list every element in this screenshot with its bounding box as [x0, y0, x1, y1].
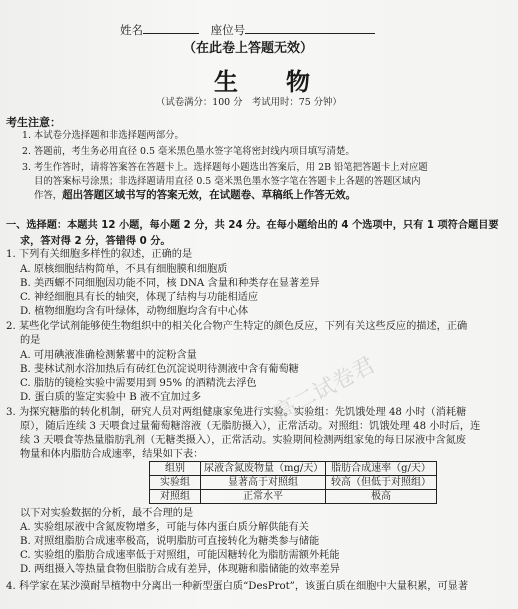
name-field — [120, 22, 375, 37]
name-blank — [143, 22, 199, 34]
q3-question: 以下对实验数据的分析，最不合理的是 — [20, 508, 194, 519]
instruction-2: 2. 答题前，考生务必用直径 0.5 毫米黑色墨水签字笔将密封线内项目填写清楚。 — [22, 146, 355, 157]
table-cell: 正常水平 — [201, 490, 326, 504]
seat-blank — [245, 22, 375, 34]
q1-option-b: B. 美西螈不同细胞因功能不同，核 DNA 含量和种类存在显著差异 — [20, 278, 320, 289]
q2-option-b: B. 斐林试剂水浴加热后有砖红色沉淀说明待测液中含有葡萄糖 — [20, 364, 299, 375]
instruction-3-prefix: 作答， — [34, 190, 63, 201]
table-header-cell: 脂肪合成速率（g/天） — [326, 462, 437, 476]
instruction-warning: 超出答题区域书写的答案无效，在试题卷、草稿纸上作答无效。 — [62, 189, 357, 201]
q2-option-d: D. 蛋白质的鉴定实验中 B 液不宜加过多 — [20, 392, 202, 403]
watermark: 高二试卷君 — [270, 352, 380, 427]
subject-title: 生 物 — [214, 68, 310, 96]
q3-option-b: B. 对照组脂肪合成速率极高，说明脂肪可直接转化为糖类参与储能 — [20, 536, 320, 547]
q4-stem: 4. 科学家在某沙漠耐旱植物中分离出一种新型蛋白质“DesProt”，该蛋白质在细胞中大量积累，可显著 — [6, 581, 469, 592]
table-cell: 显著高于对照组 — [201, 476, 326, 490]
instruction-3: 3. 考生作答时，请将答案答在答题卡上。选择题每小题选出答案后，用 2B 铅笔把答题卡上对应题 — [22, 162, 428, 173]
instruction-3-end — [34, 189, 356, 202]
table-cell: 较高（但低于对照组） — [326, 476, 437, 490]
instruction-1: 1. 本试卷分选择题和非选择题两部分。 — [22, 130, 184, 141]
q3-stem-1: 3. 为探究糖脂的转化机制，研究人员对两组健康家兔进行实验。实验组：先饥饿处理 48 小时（消耗糖 — [6, 407, 467, 418]
q3-stem-3: 续 3 天喂食等热量脂肪乳剂（无糖类摄入），正常活动。实验期间检测两组家兔的每日尿液中含氮废 — [20, 435, 466, 446]
table-row — [150, 476, 437, 490]
exam-meta: （试卷满分：100 分 考试用时：75 分钟） — [156, 97, 342, 108]
table-cell: 对照组 — [150, 490, 201, 504]
table-row — [150, 490, 437, 504]
q2-option-c: C. 脂肪的镜检实验中需要用到 95% 的酒精洗去浮色 — [20, 378, 257, 389]
instructions-title: 考生注意： — [6, 116, 61, 129]
q1-stem: 1. 下列有关细胞多样性的叙述，正确的是 — [6, 249, 193, 260]
table-cell: 实验组 — [150, 476, 201, 490]
q2-option-a: A. 可用碘液准确检测紫薯中的淀粉含量 — [20, 350, 197, 361]
q1-option-a: A. 原核细胞结构简单，不具有细胞膜和细胞质 — [20, 264, 228, 275]
section-1-line2: 求，答对得 2 分，答错得 0 分。 — [20, 236, 171, 247]
table-header-cell: 尿液含氮废物量（mg/天） — [201, 462, 326, 476]
q3-option-c: C. 实验组的脂肪合成速率低于对照组，可能因糖转化为脂肪需额外耗能 — [20, 550, 340, 561]
q1-option-c: C. 神经细胞具有长的轴突，体现了结构与功能相适应 — [20, 292, 259, 303]
seat-label: 座位号 — [210, 23, 246, 37]
q3-stem-2: 原），随后连续 3 天喂食过量葡萄糖溶液（无脂肪摄入），正常活动。对照组：饥饿处理 48 小时后，连 — [20, 421, 481, 432]
q2-stem-2: 的是 — [20, 335, 41, 346]
q3-option-a: A. 实验组尿液中含氮废物增多，可能与体内蛋白质分解供能有关 — [20, 522, 309, 533]
instruction-3-cont: 目的答案标号涂黑；非选择题请用直径 0.5 毫米黑色墨水签字笔在答题卡上各题的答题区域内 — [34, 176, 421, 187]
q3-stem-4: 物量和体内脂肪合成速率，结果如下表： — [20, 449, 204, 460]
name-label: 姓名 — [120, 23, 143, 37]
q3-results-table — [149, 461, 437, 504]
q2-stem-1: 2. 某些化学试剂能够使生物组织中的相关化合物产生特定的颜色反应，下列有关这些反应的描述，正确 — [6, 321, 468, 332]
section-1-line1: 一、选择题：本题共 12 小题，每小题 2 分，共 24 分。在每小题给出的 4 个选项中，只有 1 项符合题目要 — [6, 220, 499, 231]
invalid-notice: （在此卷上答题无效） — [183, 41, 314, 56]
table-header-cell: 组别 — [150, 462, 201, 476]
table-cell: 极高 — [326, 490, 437, 504]
q1-option-d: D. 植物细胞均含有叶绿体，动物细胞均含有中心体 — [20, 306, 249, 317]
q3-option-d: D. 两组摄入等热量食物但脂肪合成有差异，体现糖和脂储能的效率差异 — [20, 564, 340, 575]
table-header-row — [150, 462, 437, 476]
